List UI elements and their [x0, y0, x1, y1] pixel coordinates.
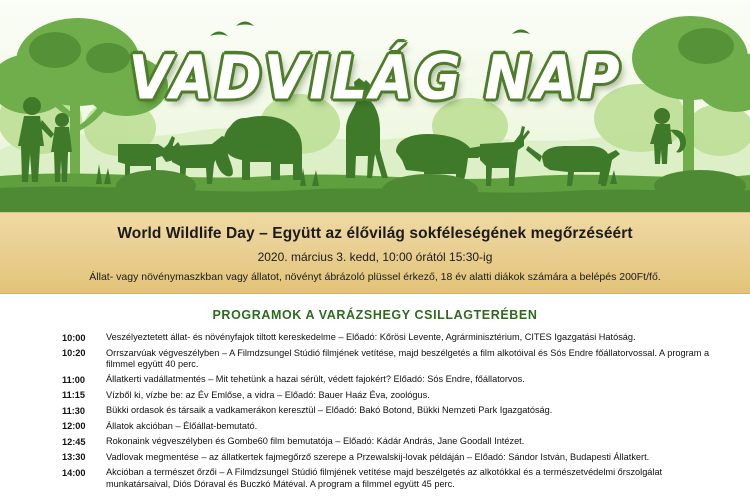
program-description: Rokonaink végveszélyben és Gombe60 film bemutatója – Előadó: Kádár András, Jane Goodall Intézet. [106, 436, 525, 446]
hero-illustration [0, 0, 750, 212]
program-time: 10:20 [62, 348, 86, 358]
list-item [62, 421, 722, 433]
event-datetime: 2020. március 3. kedd, 10:00 órától 15:30-ig [257, 250, 493, 264]
poster-title: VADVILÁG NAP [128, 43, 622, 114]
event-headline: World Wildlife Day – Együtt az élővilág sokféleségének megőrzéséért [117, 225, 633, 242]
program-section [0, 294, 750, 490]
program-time: 12:45 [62, 436, 86, 447]
list-item [62, 452, 722, 464]
program-time: 10:00 [62, 332, 86, 343]
event-admission-note: Állat- vagy növénymaszkban vagy állatot, növényt ábrázoló plüssel érkező, 18 év alatti diákok számára a belépés 200Ft/fő. [89, 271, 661, 283]
program-description: Vízből ki, vízbe be: az Év Emlőse, a vidra – Előadó: Bauer Haáz Éva, zoológus. [106, 389, 430, 400]
program-list [0, 332, 750, 490]
program-description: Vadlovak megmentése – az állatkertek fajmegőrző szerepe a Przewalskij-lovak példáján – Előadó: Sándor István, Budapesti Állatkert. [106, 451, 650, 462]
program-time: 14:00 [62, 467, 86, 478]
list-item [62, 405, 722, 417]
program-time: 11:30 [62, 405, 85, 416]
list-item [62, 467, 722, 490]
program-description: Állatok akcióban – Élőállat-bemutató. [106, 420, 258, 431]
program-description: Orrszarvúak végveszélyben – A Filmdzsungel Stúdió filmjének vetítése, majd beszélgetés a film alkotóival és Sós Endre főállatorvossal. A program a filmmel együtt 40 perc. [106, 347, 710, 369]
program-description: Akcióban a természet őrzői – A Filmdzsungel Stúdió filmjének vetítése majd beszélgetés az alkotókkal és a természetvédelmi őrszolgálat munkatársaival, Diós Dóraval és Buczkó Mátéval. A program a filmmel együtt 45 perc. [106, 467, 663, 489]
program-description: Veszélyeztetett állat- és növényfajok tiltott kereskedelme – Előadó: Kőrösi Levente, Agrárminisztérium, CITES Igazgatási Hatóság. [106, 332, 636, 342]
program-time: 11:15 [62, 390, 85, 400]
program-time: 13:30 [62, 452, 86, 462]
program-time: 12:00 [62, 421, 86, 431]
program-description: Bükki ordasok és társaik a vadkamerákon keresztül – Előadó: Bakó Botond, Bükki Nemzeti Park Igazgatóság. [106, 405, 553, 415]
list-item [62, 390, 722, 402]
list-item [62, 348, 722, 371]
list-item [62, 374, 722, 386]
info-band [0, 212, 750, 294]
program-description: Állatkerti vadállatmentés – Mit tehetünk a hazai sérült, védett fajokért? Előadó: Sós Endre, főállatorvos. [106, 374, 525, 384]
list-item [62, 436, 722, 448]
program-time: 11:00 [62, 374, 85, 385]
program-section-title: PROGRAMOK A VARÁZSHEGY CSILLAGTERÉBEN [212, 308, 538, 322]
list-item [62, 332, 722, 344]
